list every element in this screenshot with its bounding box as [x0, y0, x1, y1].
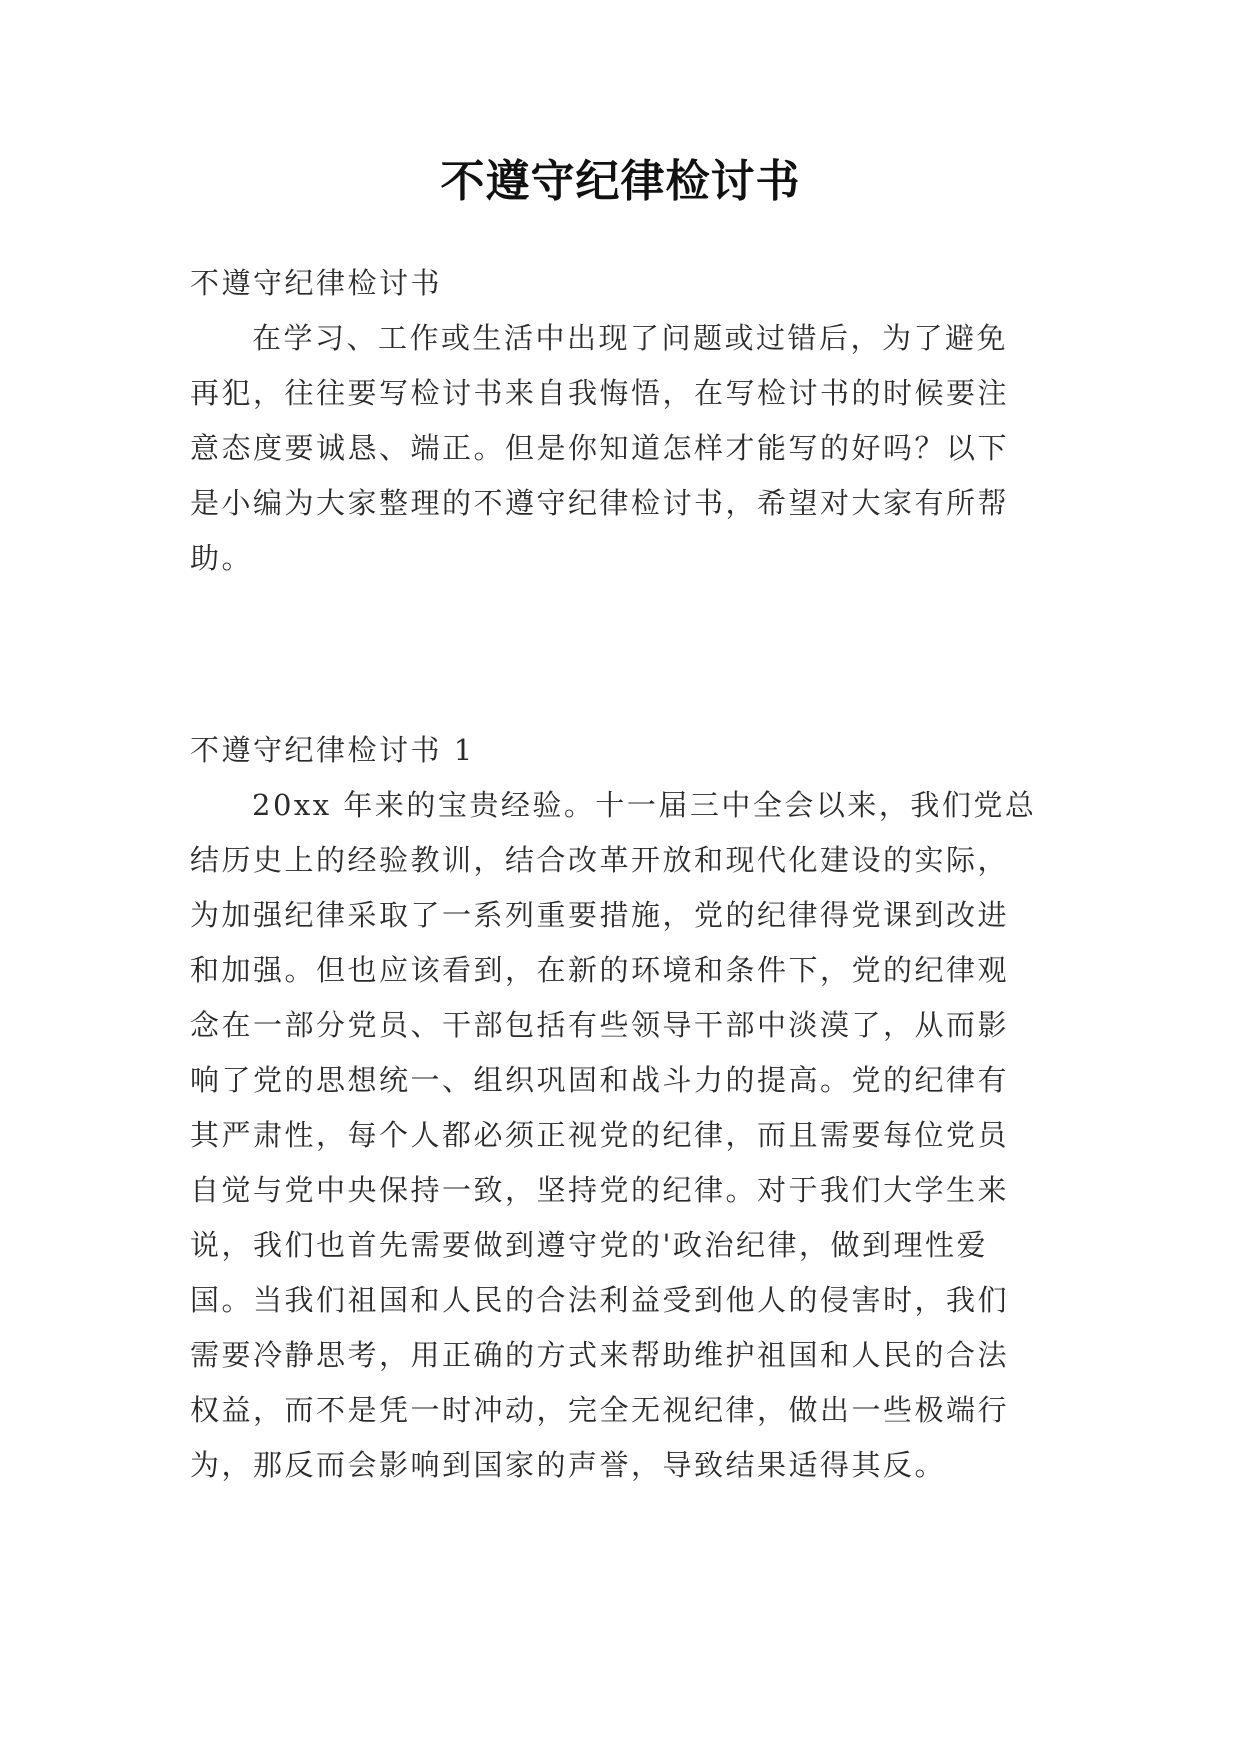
- section-paragraph-line: 念在一部分党员、干部包括有些领导干部中淡漠了，从而影: [190, 1008, 1010, 1042]
- section-paragraph-line: 响了党的思想统一、组织巩固和战斗力的提高。党的纪律有: [190, 1063, 1010, 1097]
- intro-paragraph-line: 意态度要诚恳、端正。但是你知道怎样才能写的好吗？以下: [190, 431, 1010, 465]
- section-paragraph-line: 说，我们也首先需要做到遵守党的'政治纪律，做到理性爱: [190, 1228, 988, 1262]
- section-heading: 不遵守纪律检讨书 1: [190, 733, 475, 767]
- section-paragraph-line: 其严肃性，每个人都必须正视党的纪律，而且需要每位党员: [190, 1118, 1010, 1152]
- section-paragraph-line: 自觉与党中央保持一致，坚持党的纪律。对于我们大学生来: [190, 1173, 1010, 1207]
- section-paragraph-line: 为，那反而会影响到国家的声誉，导致结果适得其反。: [190, 1448, 947, 1482]
- section-paragraph-line: 为加强纪律采取了一系列重要措施，党的纪律得党课到改进: [190, 898, 1010, 932]
- intro-paragraph-line: 再犯，往往要写检讨书来自我悔悟，在写检讨书的时候要注: [190, 376, 1010, 410]
- section-paragraph-line: 需要冷静思考，用正确的方式来帮助维护祖国和人民的合法: [190, 1338, 1010, 1372]
- document-title: 不遵守纪律检讨书: [440, 156, 801, 207]
- section-paragraph-line: 结历史上的经验教训，结合改革开放和现代化建设的实际，: [190, 843, 1010, 877]
- section-paragraph-line: 国。当我们祖国和人民的合法利益受到他人的侵害时，我们: [190, 1283, 1010, 1317]
- section-paragraph-line: 20xx 年来的宝贵经验。十一届三中全会以来，我们党总: [252, 788, 1037, 822]
- intro-paragraph-line: 在学习、工作或生活中出现了问题或过错后，为了避免: [252, 321, 1009, 355]
- intro-heading: 不遵守纪律检讨书: [190, 266, 443, 300]
- intro-paragraph-line: 是小编为大家整理的不遵守纪律检讨书，希望对大家有所帮: [190, 486, 1010, 520]
- section-paragraph-line: 和加强。但也应该看到，在新的环境和条件下，党的纪律观: [190, 953, 1010, 987]
- section-paragraph-line: 权益，而不是凭一时冲动，完全无视纪律，做出一些极端行: [190, 1393, 1010, 1427]
- intro-paragraph-line: 助。: [190, 541, 254, 575]
